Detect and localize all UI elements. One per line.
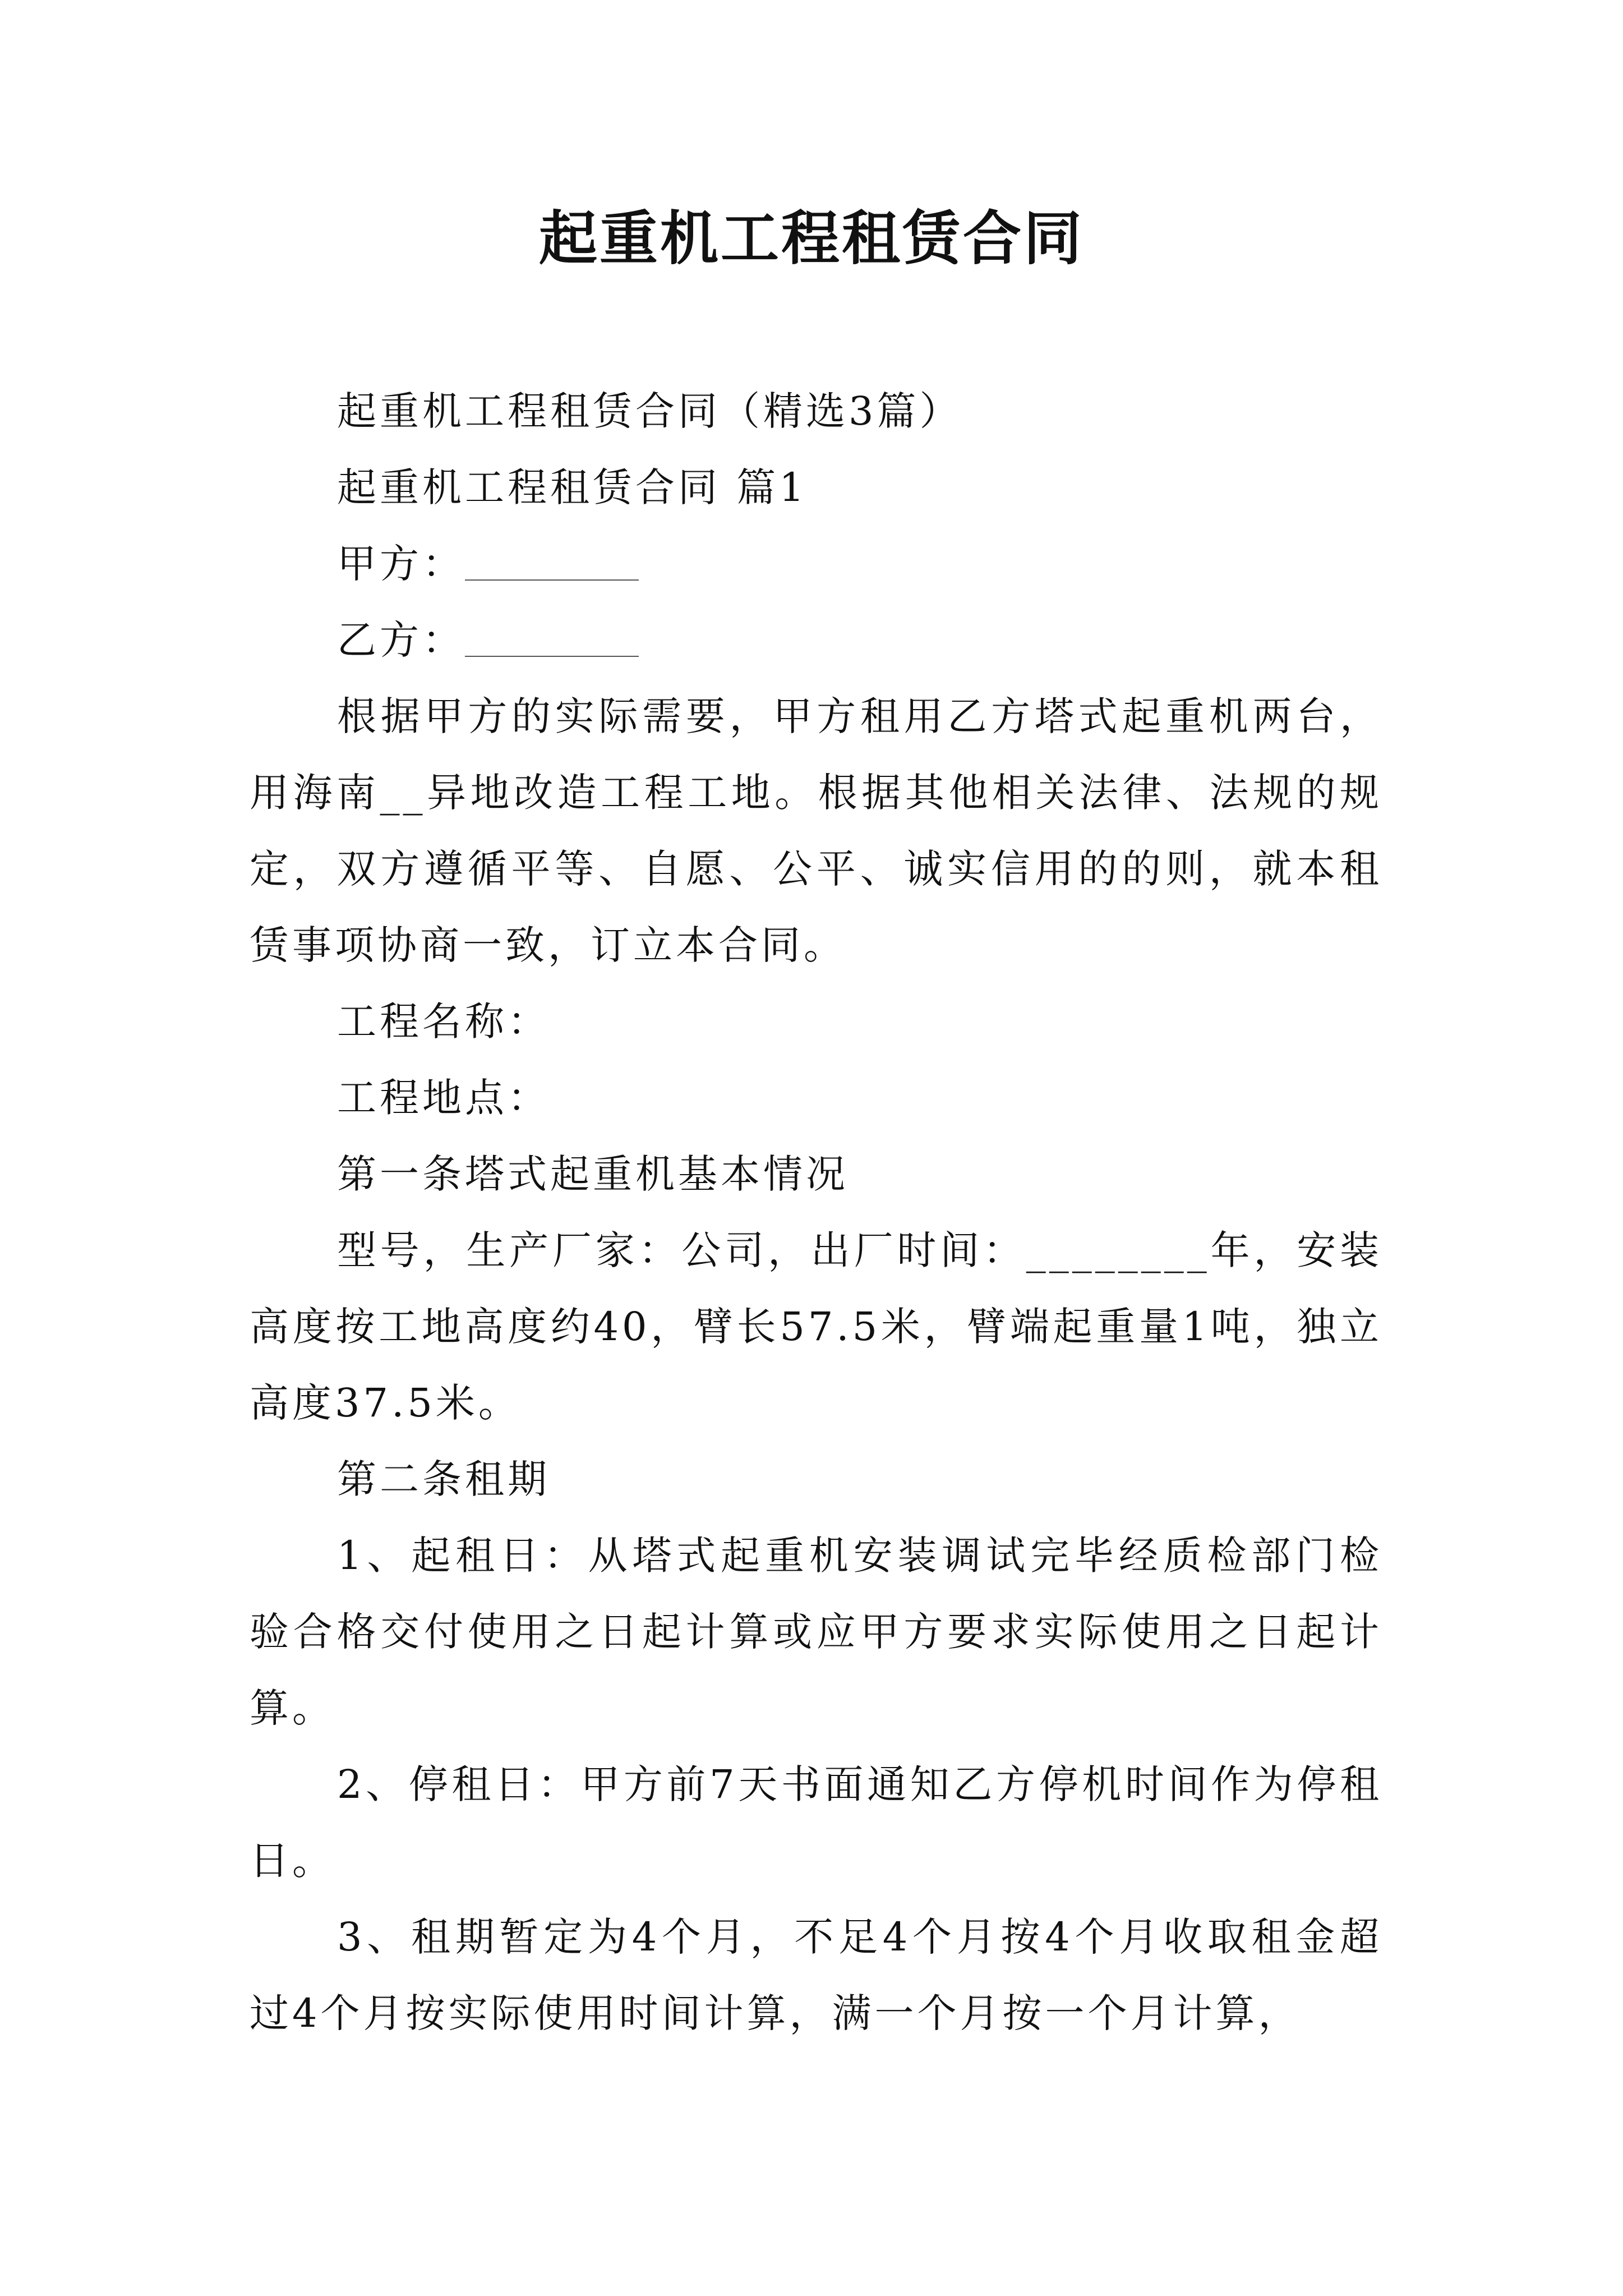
project-name-label: 工程名称： [337, 999, 550, 1045]
document-body [250, 373, 1382, 2051]
party-b-blank [465, 655, 639, 657]
section-heading: 起重机工程租赁合同 篇1 [337, 464, 808, 510]
document-title: 起重机工程租赁合同 [538, 204, 1084, 273]
party-a-label: 甲方： [337, 541, 465, 587]
intro-paragraph: 根据甲方的实际需要，甲方租用乙方塔式起重机两台，用海南__异地改造工程工地。根据其他相关法律、法规的规定，双方遵循平等、自愿、公平、诚实信用的的则，就本租赁事项协商一致，订立本合同。 [250, 693, 1382, 968]
article-2-item-3: 3、租期暂定为4个月，不足4个月按4个月收取租金超过4个月按实际使用时间计算，满一个月按一个月计算， [250, 1914, 1382, 2036]
party-a-line [250, 526, 1382, 602]
party-b-label: 乙方： [337, 617, 465, 663]
article-2-item-1: 1、起租日：从塔式起重机安装调试完毕经质检部门检验合格交付使用之日起计算或应甲方要求实际使用之日起计算。 [250, 1533, 1382, 1731]
article-2-heading: 第二条租期 [337, 1456, 550, 1502]
article-1-body: 型号，生产厂家：公司，出厂时间：________年，安装高度按工地高度约40，臂长57.5米，臂端起重量1吨，独立高度37.5米。 [250, 1227, 1382, 1426]
article-1-heading: 第一条塔式起重机基本情况 [337, 1151, 849, 1197]
subtitle: 起重机工程租赁合同（精选3篇） [337, 388, 962, 434]
party-b-line [250, 602, 1382, 678]
project-location-label: 工程地点： [337, 1075, 550, 1121]
article-2-item-2: 2、停租日：甲方前7天书面通知乙方停机时间作为停租日。 [250, 1761, 1382, 1884]
party-a-blank [465, 579, 639, 581]
